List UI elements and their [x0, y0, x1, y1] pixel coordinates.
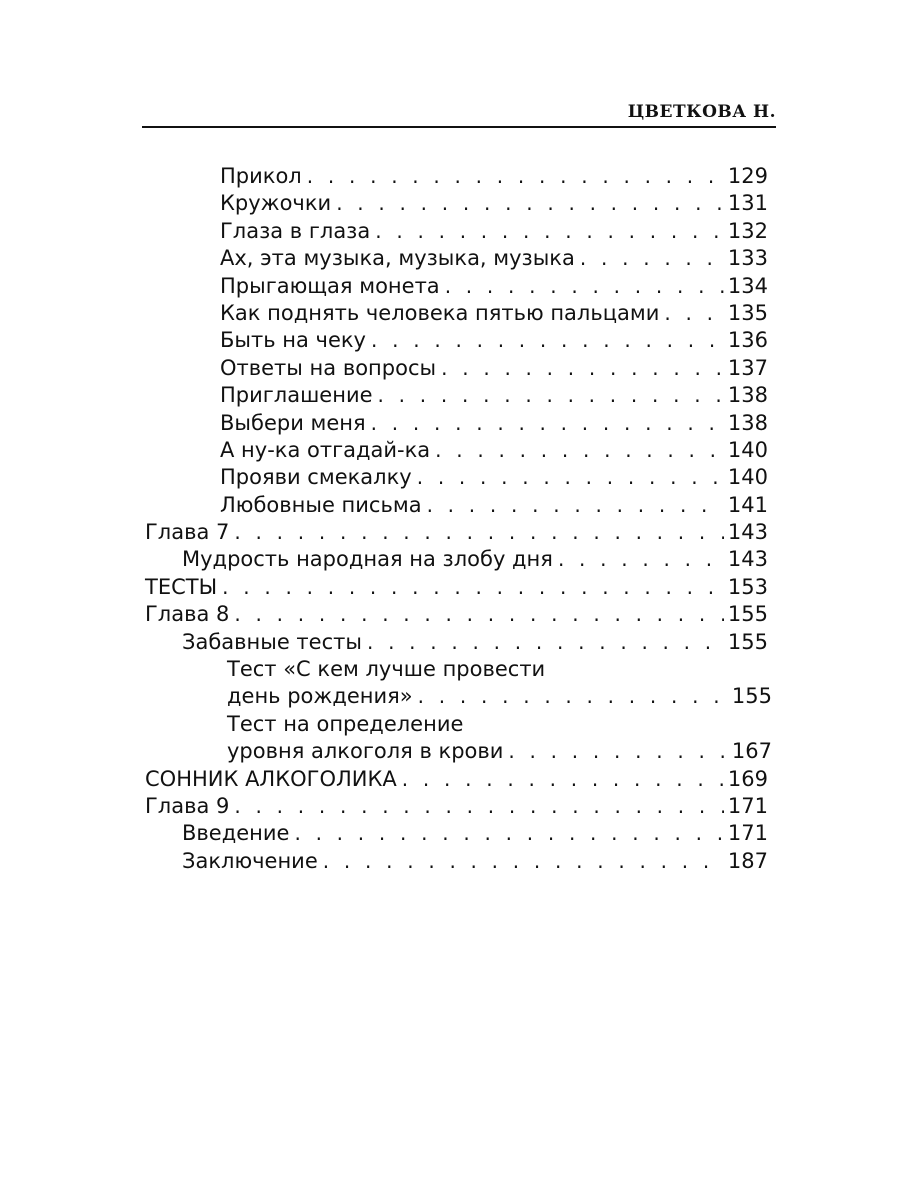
toc-entry-title: Введение [182, 821, 290, 846]
header-rule [142, 126, 776, 128]
toc-entry-title: Глава 9 [145, 794, 230, 819]
toc-entry-chapter[interactable] [0, 574, 900, 601]
dot-leader [336, 190, 724, 217]
toc-entry-page: 134 [727, 273, 768, 298]
toc-entry-title: Выбери меня [220, 410, 366, 435]
toc-entry-title: Кружочки [220, 191, 332, 216]
dot-leader [441, 355, 724, 382]
toc-entry-title-line2: уровня алкоголя в крови [227, 739, 504, 764]
toc-entry-title-line1: Тест «С кем лучше провести [227, 657, 546, 682]
toc-entry-title: Забавные тесты [182, 629, 362, 654]
dot-leader [435, 437, 724, 464]
dot-leader [294, 820, 723, 847]
toc-entry-chapter[interactable] [0, 766, 900, 793]
dot-leader [371, 327, 724, 354]
toc-entry[interactable] [0, 656, 900, 711]
toc-entry-page: 187 [727, 848, 768, 873]
toc-entry-page: 136 [727, 328, 768, 353]
dot-leader [558, 546, 724, 573]
toc-entry-page: 143 [727, 520, 768, 545]
dot-leader [417, 464, 724, 491]
toc-entry[interactable] [0, 190, 900, 217]
toc-entry-page: 155 [727, 629, 768, 654]
toc-entry-section[interactable] [0, 546, 900, 573]
dot-leader [418, 683, 728, 710]
toc-entry-chapter[interactable] [0, 601, 900, 628]
toc-entry-page: 133 [727, 246, 768, 271]
toc-entry[interactable] [0, 464, 900, 491]
toc-entry[interactable] [0, 218, 900, 245]
toc-entry[interactable] [0, 355, 900, 382]
toc-entry-title: Прикол [220, 164, 302, 188]
dot-leader [375, 218, 724, 245]
dot-leader [307, 163, 724, 190]
toc-entry-title: Любовные письма [220, 492, 422, 517]
toc-entry-title: Ах, эта музыка, музыка, музыка [220, 246, 575, 271]
toc-entry[interactable] [0, 327, 900, 354]
toc-entry-page: 171 [727, 794, 768, 819]
toc-entry-title: Быть на чеку [220, 328, 366, 353]
toc-entry-title: А ну-ка отгадай-ка [220, 437, 431, 462]
table-of-contents [0, 163, 900, 875]
toc-entry-page: 169 [727, 766, 768, 791]
toc-entry-page: 140 [727, 437, 768, 462]
toc-entry[interactable] [0, 410, 900, 437]
toc-entry-title: СОННИК АЛКОГОЛИКА [145, 766, 397, 791]
toc-entry-chapter[interactable] [0, 793, 900, 820]
dot-leader [323, 848, 724, 875]
toc-entry-page: 131 [727, 191, 768, 216]
running-head: ЦВЕТКОВА Н. [627, 102, 776, 122]
toc-entry-title: Прыгающая монета [220, 273, 440, 298]
dot-leader [664, 300, 724, 327]
toc-entry-title: Прояви смекалку [220, 465, 412, 490]
toc-entry-title: Заключение [182, 848, 318, 873]
dot-leader [367, 629, 724, 656]
toc-entry-title: Как поднять человека пятью пальцами [220, 300, 660, 325]
toc-entry-page: 171 [727, 821, 768, 846]
dot-leader [402, 766, 724, 793]
dot-leader [234, 519, 724, 546]
toc-entry-title: Мудрость народная на злобу дня [182, 547, 553, 572]
toc-entry-title: Глаза в глаза [220, 218, 371, 243]
dot-leader [445, 273, 724, 300]
toc-entry[interactable] [0, 163, 900, 190]
toc-entry-section[interactable] [0, 629, 900, 656]
toc-entry-page: 141 [727, 492, 768, 517]
toc-entry-title-line1: Тест на определение [227, 711, 464, 736]
dot-leader [580, 245, 724, 272]
dot-leader [222, 574, 724, 601]
toc-entry-page: 138 [727, 410, 768, 435]
toc-entry-title: Глава 8 [145, 602, 230, 627]
dot-leader [234, 793, 724, 820]
toc-entry-page: 153 [727, 574, 768, 599]
toc-entry[interactable] [0, 437, 900, 464]
toc-entry-page: 155 [731, 684, 772, 709]
toc-entry-page: 155 [727, 602, 768, 627]
toc-entry-page: 138 [727, 383, 768, 408]
toc-entry-page: 167 [731, 739, 772, 764]
toc-entry[interactable] [0, 492, 900, 519]
dot-leader [427, 492, 724, 519]
toc-entry-section[interactable] [0, 848, 900, 875]
dot-leader [378, 382, 724, 409]
toc-entry-title: ТЕСТЫ [145, 574, 218, 599]
toc-entry-page: 140 [727, 465, 768, 490]
toc-entry-title: Ответы на вопросы [220, 355, 437, 380]
toc-entry[interactable] [0, 273, 900, 300]
toc-entry-chapter[interactable] [0, 519, 900, 546]
toc-entry-title: Глава 7 [145, 520, 230, 545]
toc-entry-page: 135 [727, 300, 768, 325]
toc-entry-page: 143 [727, 547, 768, 572]
toc-entry[interactable] [0, 300, 900, 327]
toc-entry-page: 129 [727, 164, 768, 188]
dot-leader [371, 410, 724, 437]
dot-leader [234, 601, 724, 628]
toc-entry-title: Приглашение [220, 383, 373, 408]
toc-entry-page: 132 [727, 218, 768, 243]
dot-leader [508, 738, 728, 765]
toc-entry-page: 137 [727, 355, 768, 380]
toc-entry[interactable] [0, 245, 900, 272]
toc-entry-title-line2: день рождения» [227, 684, 413, 709]
page-header [142, 100, 776, 128]
toc-entry[interactable] [0, 382, 900, 409]
toc-entry-section[interactable] [0, 820, 900, 847]
toc-entry[interactable] [0, 711, 900, 766]
